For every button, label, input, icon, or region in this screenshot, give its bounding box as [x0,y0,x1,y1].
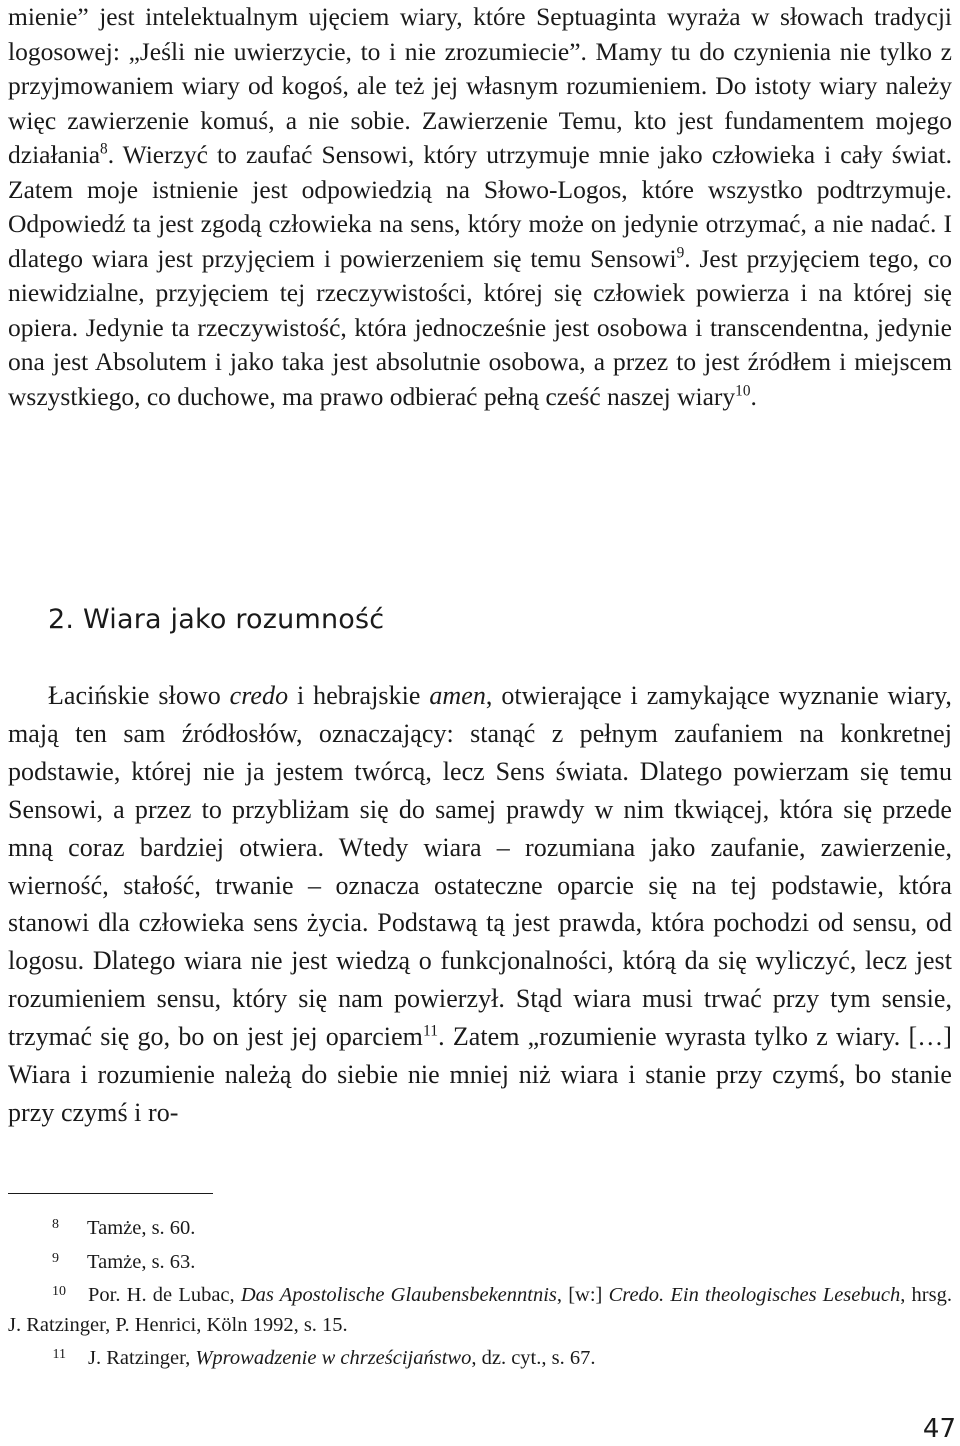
footnote-ref-10: 10 [735,382,751,399]
main-paragraph-part4: . Zatem „rozumienie wyrasta tylko z wiary. […] Wiara i rozumienie należą do siebie nie mniej niż wiara i stanie przy czymś, bo stanie przy czymś i ro- [8,1022,952,1127]
top-paragraph-text [8,0,952,414]
footnote-text: Tamże, s. 60. [87,1217,196,1239]
term-amen: amen [429,681,486,710]
footnote-number: 8 [52,1217,59,1232]
footnote-text-pre: J. Ratzinger, [88,1347,196,1369]
footnote-number: 11 [52,1347,66,1362]
main-paragraph-part1: Łacińskie słowo [48,681,230,710]
footnote-ref-11: 11 [422,1022,439,1040]
footnote-text-mid: , [w:] [556,1284,609,1306]
footnote-ref-9: 9 [676,244,685,261]
footnote-text-post: , hrsg. J. Ratzinger, P. Henrici, Köln 1992, s. 15. [8,1284,952,1336]
footnote-title: Das Apostolische Glaubensbekenntnis [240,1284,557,1306]
footnote-number: 9 [52,1250,59,1266]
section-heading: 2. Wiara jako rozumność [48,604,385,635]
footnotes [8,1210,952,1374]
footnote-9 [8,1244,952,1278]
main-paragraph-part3: , otwierające i zamykające wyznanie wiary, mają ten sam źródłosłów, oznaczający: stanąć z pełnym zaufaniem na konkretnej podstawie, której nie ja jestem twórcą, lecz Sens świata. Dlatego powierzam się temu Sensowi, a przez to przybliżam się do samej prawdy w nim tkwiącej, która się przede mną coraz bardziej otwiera. Wtedy wiara – rozumiana jako zaufanie, zawierzenie, wierność, stałość, trwanie – oznacza ostateczne oparcie się na tej podstawie, która stanowi dla człowieka sens życia. Podstawą tą jest prawda, która pochodzi od sensu, od logosu. Dlatego wiara nie jest wiedzą o funkcjonalności, którą da się wyliczyć, lecz jest rozumieniem sensu, który się nam powierzył. Stąd wiara musi trwać przy tym sensie, trzymać się go, bo on jest jej oparciem [8,681,952,1052]
top-paragraph-part1: mienie” jest intelektualnym ujęciem wiary, które Septuaginta wyraża w słowach tradycji logosowej: „Jeśli nie uwierzycie, to i nie zrozumiecie”. Mamy tu do czynienia nie tylko z przyjmowaniem wiary od kogoś, ale też jej własnym rozumieniem. Do istoty wiary należy więc zawierzenie komuś, a nie sobie. Zawierzenie Temu, kto jest fundamentem mojego działania [8,2,952,169]
page-number: 47 [922,1414,956,1444]
footnote-ref-8: 8 [100,140,108,158]
top-paragraph [8,0,952,414]
footnote-text: Tamże, s. 63. [87,1250,196,1273]
footnote-11 [8,1340,952,1374]
main-paragraph-text [8,677,952,1132]
footnote-8 [8,1210,952,1244]
footnote-number: 10 [52,1284,66,1299]
footnote-separator [8,1193,213,1194]
top-paragraph-part4: . [750,381,757,411]
footnote-title: Wprowadzenie w chrześcijaństwo [195,1347,472,1369]
top-paragraph-part2: . Wierzyć to zaufać Sensowi, który utrzymuje mnie jako człowieka i cały świat. Zatem moje istnienie jest odpowiedzią na Słowo-Logos, które wszystko podtrzymuje. Odpowiedź ta jest zgodą człowieka na sens, który może on jedynie otrzymać, a nie nadać. I dlatego wiara jest przyjęciem i powierzeniem się temu Sensowi [8,140,952,273]
top-paragraph-part3: . Jest przyjęciem tego, co niewidzialne, przyjęciem tej rzeczywistości, której się człowiek powierza i na której się opiera. Jedynie ta rzeczywistość, która jednocześnie jest osobowa i transcendentna, jedynie ona jest Absolutem i jako taka jest absolutnie osobowa, a przez to jest źródłem i miejscem wszystkiego, co duchowe, ma prawo odbierać pełną cześć naszej wiary [8,243,952,411]
footnote-title: Credo. Ein theologisches Lesebuch [608,1284,901,1306]
footnote-10 [8,1277,952,1340]
main-paragraph-part2: i hebrajskie [288,681,430,710]
main-paragraph [8,677,952,1132]
footnote-text-post: , dz. cyt., s. 67. [471,1347,596,1369]
footnote-text-pre: Por. H. de Lubac, [88,1284,241,1306]
term-credo: credo [229,681,289,710]
